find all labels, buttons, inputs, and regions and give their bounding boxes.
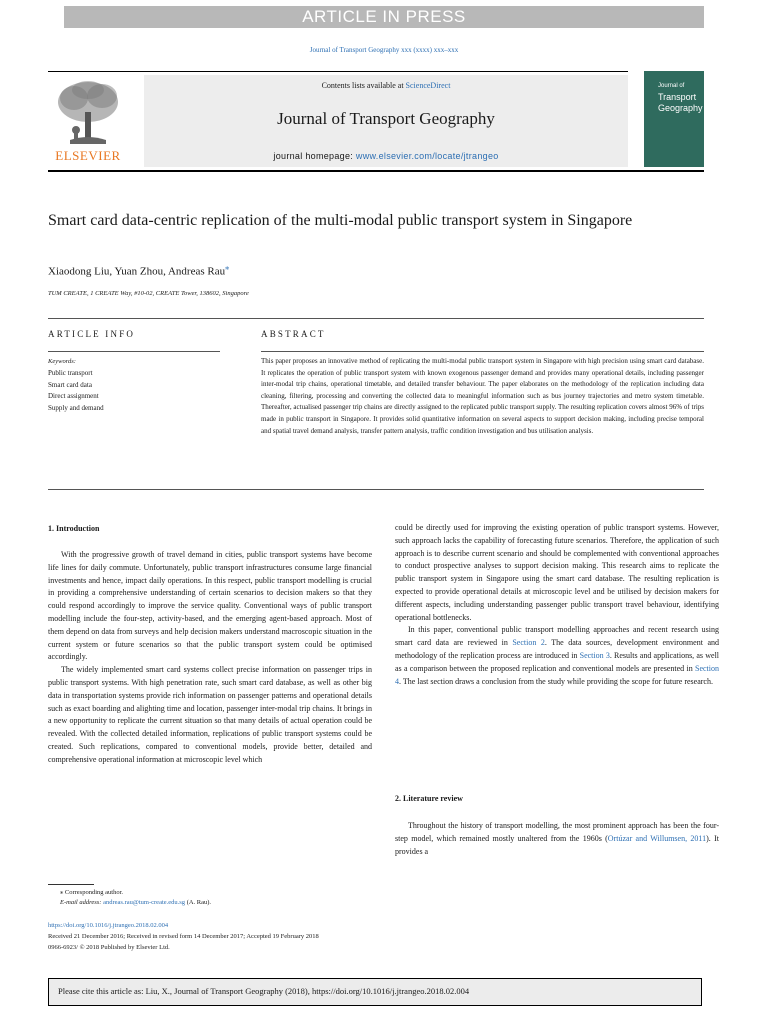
abstract-text: This paper proposes an innovative method of replicating the multi-modal public transport system in Singapore with high precision using smart card database. It replicates the operation of public transport system with known exogenous passenger demand and provides many operational details, including passenger inter-modal trip chains, operational timetable, and detailed transfer behaviour. The paper elaborates on the methodology of the replication including data cleaning, filtering, processing and converting the collected data to meaningful information such as bus journey trajectories and metro system timetable. Thereafter, actualised passenger trip chains are directly assigned to the replicated public transport supply. The resulting replication covers almost 96% of trips made in public transport in Singapore. It provides solid quantitative information on several aspects to support decision making, including precise temporal and spatial travel demand analysis, transfer pattern analysis, traffic condition investigation and bus utilisation analysis. (261, 357, 704, 435)
email-label: E-mail address: (60, 899, 104, 906)
literature-column (395, 820, 719, 858)
ortuzar-citation-link[interactable]: Ortúzar and Willumsen, 2011 (607, 833, 707, 843)
section-3-link[interactable]: Section 3 (579, 650, 610, 660)
homepage-link[interactable]: www.elsevier.com/locate/jtrangeo (355, 151, 499, 161)
abstract-rule (261, 351, 704, 352)
text-span: In this paper, conventional public transport modelling approaches and recent research using smart card data are reviewed in (395, 625, 719, 648)
contents-available (144, 81, 628, 90)
email-suffix: (A. Rau). (185, 899, 212, 906)
header-bottom-rule (48, 170, 704, 172)
cover-line-3: Geography (658, 103, 703, 113)
journal-reference-link[interactable]: Journal of Transport Geography xxx (xxxx) xxx–xxx (309, 46, 459, 54)
section-4-link[interactable]: Section 4 (395, 663, 719, 686)
intro-paragraph-1: With the progressive growth of travel demand in cities, public transport systems have become life lines for daily commute. Unfortunately, public transport infrastructures consume large financial investments and hence, impact daily operations. In this respect, public transport modelling is crucial in providing a comprehensive understanding of certain scenarios to decision makers so that they could respond accordingly to improve the service quality. Conventional ways of public transport modelling include the four-step, activity-based, and the emerging agent-based approach. Most of them depend on data from surveys and help decision makers understand macroscopic situation in the current system or future scenarios so that the public transport system could be optimised accordingly. (48, 550, 372, 662)
cover-line-2: Transport (658, 92, 697, 102)
journal-cover-image[interactable] (644, 71, 704, 167)
article-info-top-rule (48, 318, 704, 319)
keyword-item: Direct assignment (48, 392, 99, 400)
keyword-item: Smart card data (48, 380, 92, 389)
contents-prefix: Contents lists available at (321, 81, 406, 90)
keyword-item: Public transport (48, 369, 93, 377)
cover-line-1: Journal of (658, 83, 685, 89)
abstract-heading: ABSTRACT (261, 329, 326, 339)
abstract-bottom-rule (48, 489, 704, 490)
section-1-heading: 1. Introduction (48, 524, 100, 533)
article-in-press-banner: ARTICLE IN PRESS (64, 6, 704, 28)
text-span: ). It provides a (395, 833, 719, 856)
publisher-name: ELSEVIER (55, 148, 121, 163)
email-link[interactable]: andreas.rau@tum-create.edu.sg (103, 899, 186, 906)
intro-paragraph-3: could be directly used for improving the existing operation of public transport systems. However, such approach lacks the capability of forecasting future scenarios. Therefore, the application of such approach is to describe current scenario and should be complemented with conventional approaches to conduct prospective analyses to support decision making. This research aims to replicate the public transport system in Singapore using the smart card database. The resulting replication is expected to provide operational details at microscopic level and be utilised by decision makers for different aspects, including understanding passenger public transport travel behaviour, identifying operational bottlenecks. (395, 523, 719, 622)
text-span: . The data sources, development environment and methodology of the replication process are introduced in (395, 638, 719, 660)
section-2-heading: 2. Literature review (395, 794, 463, 803)
right-column (395, 522, 719, 688)
article-info-heading: ARTICLE INFO (48, 329, 136, 339)
header-top-rule (48, 71, 628, 72)
keywords-label: Keywords: (48, 358, 76, 365)
intro-paragraph-2: The widely implemented smart card systems collect precise information on passenger trips in public transport systems. With high penetration rate, such smart card database, as well as other big data in transportation systems provide rich information on passenger patterns and operational details such as exact boarding and alighting time and location, passenger inter-modal trip chains. It brings in a new opportunity to replicate the current situation so that many details of actual operation could be revealed. With the collected detailed information, replications of public transport systems could be created. Such replications, compared to conventional models, provide better, detailed and comprehensive operational information at microscopic level which (48, 665, 372, 764)
authors-text: Xiaodong Liu, Yuan Zhou, Andreas Rau (48, 265, 226, 278)
affiliation: TUM CREATE, 1 CREATE Way, #10-02, CREATE Tower, 138602, Singapore (48, 290, 249, 297)
footnote-rule (48, 884, 94, 885)
homepage-prefix: journal homepage: (273, 151, 356, 161)
journal-title: Journal of Transport Geography (277, 109, 495, 128)
citation-box: Please cite this article as: Liu, X., Journal of Transport Geography (2018), https://doi.org/10.1016/j.jtrangeo.2018.02.004 (48, 978, 702, 1006)
intro-paragraph-4 (395, 624, 719, 688)
email-note (60, 899, 211, 906)
article-title: Smart card data-centric replication of the multi-modal public transport system in Singapore (48, 212, 633, 229)
keyword-list (48, 368, 104, 414)
literature-paragraph-1 (395, 820, 719, 858)
sciencedirect-link[interactable]: ScienceDirect (405, 81, 451, 90)
journal-homepage (144, 151, 628, 161)
section-2-link[interactable]: Section 2 (512, 638, 545, 648)
left-column (48, 549, 372, 767)
article-info-rule (48, 351, 220, 352)
corresponding-author-note: ⁎ Corresponding author. (60, 889, 124, 896)
text-span: . The last section draws a conclusion from the study while providing the scope for future research. (399, 676, 713, 686)
issn-copyright: 0966-6923/ © 2018 Published by Elsevier Ltd. (48, 944, 170, 951)
keyword-item: Supply and demand (48, 403, 104, 412)
text-span: Throughout the history of transport modelling, the most prominent approach has been the four-step model, which remained mostly unaltered from the 1960s ( (395, 821, 719, 843)
received-dates: Received 21 December 2016; Received in revised form 14 December 2017; Accepted 19 February 2018 (48, 933, 319, 940)
author-list (48, 263, 229, 278)
corresponding-author-link[interactable]: ⁎ (225, 263, 230, 272)
doi-link[interactable]: https://doi.org/10.1016/j.jtrangeo.2018.02.004 (48, 922, 169, 929)
text-span: . Results and applications, as well as a comparison between the proposed replication and conventional models are presented in (395, 650, 720, 673)
